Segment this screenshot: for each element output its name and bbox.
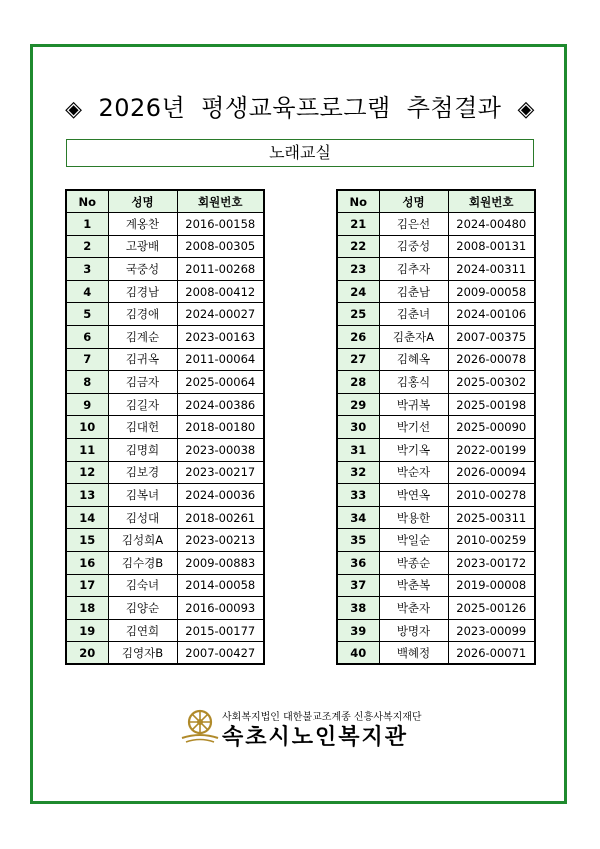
table-row — [66, 258, 264, 281]
row-number: 6 — [66, 326, 108, 349]
member-name: 김금자 — [108, 371, 177, 394]
table-row — [66, 597, 264, 620]
header-no: No — [66, 190, 108, 213]
member-id: 2010-00278 — [448, 484, 535, 507]
member-name: 방명자 — [379, 619, 448, 642]
member-name: 계옹찬 — [108, 213, 177, 236]
member-name: 국중성 — [108, 258, 177, 281]
member-name: 김경남 — [108, 280, 177, 303]
member-name: 박기선 — [379, 416, 448, 439]
member-name: 김은선 — [379, 213, 448, 236]
table-row — [337, 213, 535, 236]
table-row — [66, 280, 264, 303]
member-id: 2023-00172 — [448, 552, 535, 575]
row-number: 26 — [337, 326, 379, 349]
member-name: 김추자 — [379, 258, 448, 281]
row-number: 36 — [337, 552, 379, 575]
table-header-row — [66, 190, 264, 213]
table-row — [337, 619, 535, 642]
member-id: 2024-00386 — [177, 393, 264, 416]
table-row — [66, 235, 264, 258]
table-row — [66, 213, 264, 236]
member-name: 김성대 — [108, 506, 177, 529]
row-number: 40 — [337, 642, 379, 665]
member-id: 2016-00093 — [177, 597, 264, 620]
member-name: 박귀복 — [379, 393, 448, 416]
table-row — [337, 371, 535, 394]
member-id: 2008-00131 — [448, 235, 535, 258]
member-name: 고광배 — [108, 235, 177, 258]
member-name: 박일순 — [379, 529, 448, 552]
row-number: 17 — [66, 574, 108, 597]
header-member-id: 회원번호 — [448, 190, 535, 213]
member-name: 김성희A — [108, 529, 177, 552]
row-number: 16 — [66, 552, 108, 575]
member-id: 2007-00375 — [448, 326, 535, 349]
row-number: 23 — [337, 258, 379, 281]
member-name: 김귀옥 — [108, 348, 177, 371]
table-row — [337, 642, 535, 665]
header-no: No — [337, 190, 379, 213]
table-header-row — [337, 190, 535, 213]
table-row — [337, 439, 535, 462]
table-row — [66, 574, 264, 597]
row-number: 30 — [337, 416, 379, 439]
row-number: 5 — [66, 303, 108, 326]
member-name: 김영자B — [108, 642, 177, 665]
row-number: 39 — [337, 619, 379, 642]
member-name: 김계순 — [108, 326, 177, 349]
title-result: 추첨결과 — [406, 94, 502, 122]
row-number: 37 — [337, 574, 379, 597]
table-row — [66, 529, 264, 552]
row-number: 1 — [66, 213, 108, 236]
member-id: 2011-00268 — [177, 258, 264, 281]
member-id: 2009-00883 — [177, 552, 264, 575]
row-number: 28 — [337, 371, 379, 394]
table-row — [66, 461, 264, 484]
table-row — [337, 506, 535, 529]
member-name: 김춘남 — [379, 280, 448, 303]
table-row — [66, 371, 264, 394]
member-name: 김복녀 — [108, 484, 177, 507]
table-row — [66, 506, 264, 529]
title-program: 평생교육프로그램 — [201, 94, 391, 122]
member-id: 2026-00078 — [448, 348, 535, 371]
member-name: 김춘자A — [379, 326, 448, 349]
table-row — [337, 258, 535, 281]
member-id: 2023-00213 — [177, 529, 264, 552]
member-id: 2022-00199 — [448, 439, 535, 462]
member-name: 김대헌 — [108, 416, 177, 439]
member-id: 2011-00064 — [177, 348, 264, 371]
header-member-id: 회원번호 — [177, 190, 264, 213]
member-name: 박종순 — [379, 552, 448, 575]
results-table-right — [336, 189, 536, 665]
row-number: 18 — [66, 597, 108, 620]
member-name: 김보경 — [108, 461, 177, 484]
table-row — [337, 393, 535, 416]
member-name: 박용한 — [379, 506, 448, 529]
row-number: 11 — [66, 439, 108, 462]
row-number: 25 — [337, 303, 379, 326]
member-name: 박춘복 — [379, 574, 448, 597]
table-row — [337, 574, 535, 597]
table-row — [337, 303, 535, 326]
table-row — [337, 326, 535, 349]
member-id: 2009-00058 — [448, 280, 535, 303]
category-label: 노래교실 — [66, 139, 534, 167]
page-title — [0, 88, 600, 123]
member-name: 박순자 — [379, 461, 448, 484]
member-id: 2010-00259 — [448, 529, 535, 552]
member-id: 2023-00217 — [177, 461, 264, 484]
table-row — [66, 619, 264, 642]
member-name: 김춘녀 — [379, 303, 448, 326]
table-row — [337, 235, 535, 258]
member-name: 백혜정 — [379, 642, 448, 665]
row-number: 2 — [66, 235, 108, 258]
dharma-wheel-logo-icon — [180, 708, 220, 744]
row-number: 15 — [66, 529, 108, 552]
member-id: 2007-00427 — [177, 642, 264, 665]
row-number: 20 — [66, 642, 108, 665]
member-id: 2014-00058 — [177, 574, 264, 597]
member-name: 김혜옥 — [379, 348, 448, 371]
member-name: 김수경B — [108, 552, 177, 575]
row-number: 31 — [337, 439, 379, 462]
row-number: 22 — [337, 235, 379, 258]
member-id: 2008-00305 — [177, 235, 264, 258]
row-number: 19 — [66, 619, 108, 642]
member-id: 2024-00106 — [448, 303, 535, 326]
table-row — [337, 529, 535, 552]
member-id: 2025-00302 — [448, 371, 535, 394]
member-id: 2018-00180 — [177, 416, 264, 439]
header-name: 성명 — [108, 190, 177, 213]
row-number: 32 — [337, 461, 379, 484]
table-row — [66, 552, 264, 575]
member-id: 2025-00311 — [448, 506, 535, 529]
row-number: 29 — [337, 393, 379, 416]
table-row — [66, 348, 264, 371]
row-number: 21 — [337, 213, 379, 236]
member-name: 박춘자 — [379, 597, 448, 620]
member-name: 김숙녀 — [108, 574, 177, 597]
member-name: 김길자 — [108, 393, 177, 416]
table-row — [337, 280, 535, 303]
row-number: 12 — [66, 461, 108, 484]
table-row — [337, 461, 535, 484]
table-row — [337, 484, 535, 507]
table-row — [337, 597, 535, 620]
diamond-icon-right: ◈ — [517, 97, 535, 122]
member-id: 2024-00480 — [448, 213, 535, 236]
header-name: 성명 — [379, 190, 448, 213]
table-row — [337, 348, 535, 371]
row-number: 13 — [66, 484, 108, 507]
row-number: 7 — [66, 348, 108, 371]
table-row — [66, 416, 264, 439]
table-row — [66, 642, 264, 665]
organization-name: 속초시노인복지관 — [222, 725, 409, 750]
title-year: 2026년 — [98, 94, 186, 122]
member-name: 김홍식 — [379, 371, 448, 394]
member-id: 2023-00099 — [448, 619, 535, 642]
member-id: 2024-00311 — [448, 258, 535, 281]
member-id: 2019-00008 — [448, 574, 535, 597]
row-number: 35 — [337, 529, 379, 552]
member-name: 김연희 — [108, 619, 177, 642]
member-name: 김중성 — [379, 235, 448, 258]
row-number: 10 — [66, 416, 108, 439]
member-id: 2008-00412 — [177, 280, 264, 303]
member-id: 2025-00198 — [448, 393, 535, 416]
table-row — [66, 326, 264, 349]
table-row — [66, 439, 264, 462]
member-id: 2024-00027 — [177, 303, 264, 326]
organization-subtitle: 사회복지법인 대한불교조계종 신흥사복지재단 — [222, 712, 422, 723]
member-id: 2018-00261 — [177, 506, 264, 529]
member-id: 2023-00038 — [177, 439, 264, 462]
member-id: 2016-00158 — [177, 213, 264, 236]
row-number: 9 — [66, 393, 108, 416]
row-number: 3 — [66, 258, 108, 281]
row-number: 8 — [66, 371, 108, 394]
member-name: 김명희 — [108, 439, 177, 462]
member-id: 2026-00071 — [448, 642, 535, 665]
footer — [180, 706, 480, 750]
member-id: 2026-00094 — [448, 461, 535, 484]
row-number: 34 — [337, 506, 379, 529]
table-row — [66, 303, 264, 326]
member-id: 2025-00090 — [448, 416, 535, 439]
member-id: 2015-00177 — [177, 619, 264, 642]
member-id: 2023-00163 — [177, 326, 264, 349]
diamond-icon-left: ◈ — [65, 97, 83, 122]
member-name: 김경애 — [108, 303, 177, 326]
member-name: 김양순 — [108, 597, 177, 620]
results-table-left — [65, 189, 265, 665]
row-number: 14 — [66, 506, 108, 529]
table-row — [66, 484, 264, 507]
member-id: 2024-00036 — [177, 484, 264, 507]
row-number: 24 — [337, 280, 379, 303]
row-number: 4 — [66, 280, 108, 303]
table-row — [337, 416, 535, 439]
table-row — [66, 393, 264, 416]
row-number: 33 — [337, 484, 379, 507]
member-id: 2025-00126 — [448, 597, 535, 620]
member-id: 2025-00064 — [177, 371, 264, 394]
table-row — [337, 552, 535, 575]
member-name: 박기옥 — [379, 439, 448, 462]
row-number: 27 — [337, 348, 379, 371]
member-name: 박연옥 — [379, 484, 448, 507]
row-number: 38 — [337, 597, 379, 620]
